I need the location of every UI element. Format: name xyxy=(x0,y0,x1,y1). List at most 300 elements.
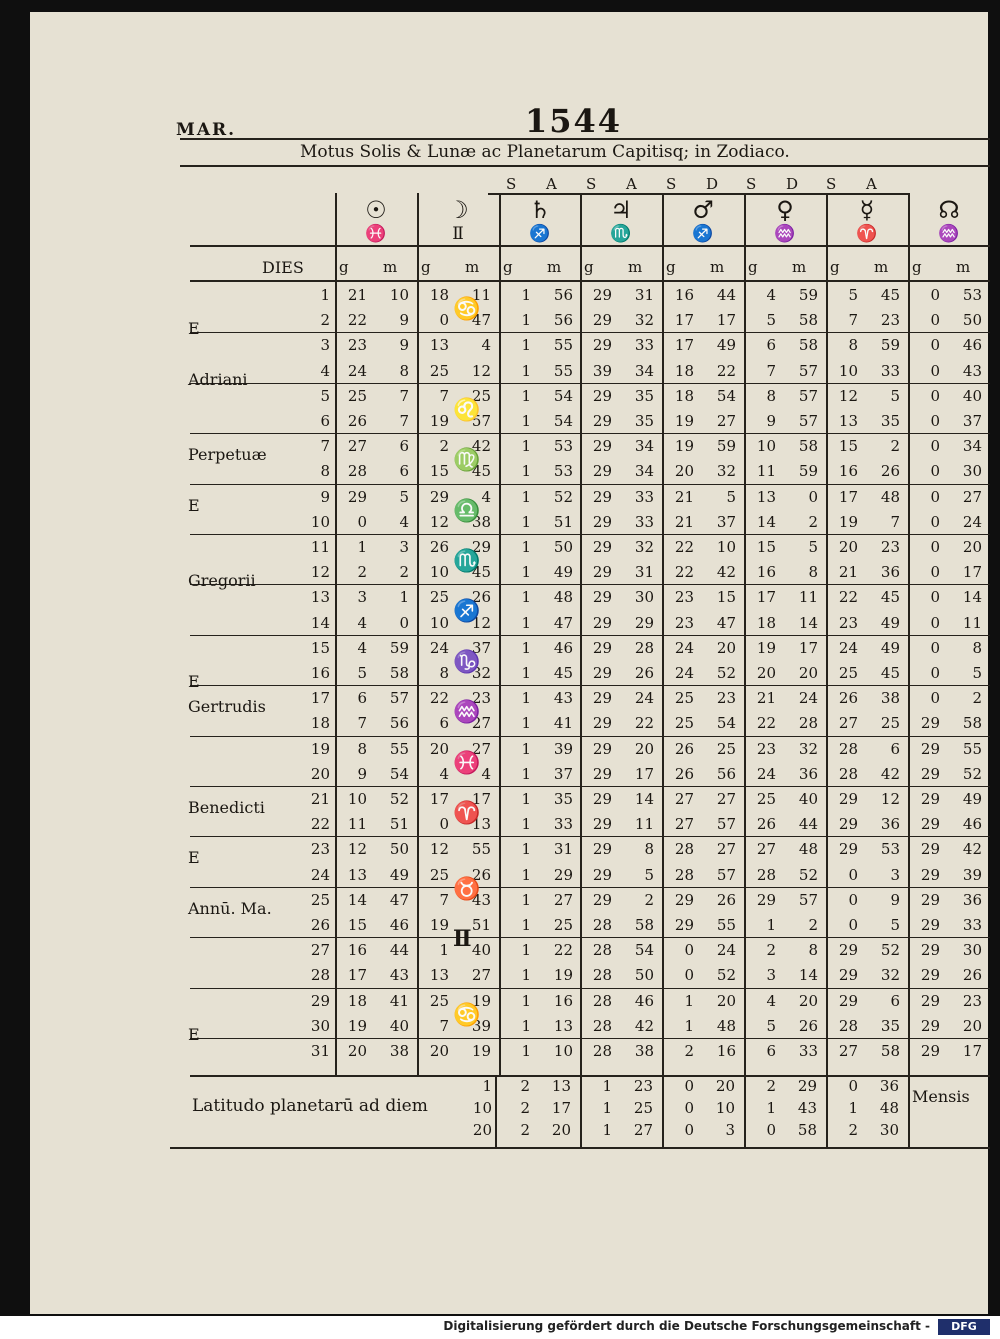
cell-value: 55 xyxy=(471,840,491,859)
latitude-day: 10 xyxy=(472,1099,492,1117)
latitude-value: 0 xyxy=(684,1099,694,1117)
cell-value: 11 xyxy=(347,815,367,834)
cell-value: 14 xyxy=(756,512,776,531)
cell-value: 42 xyxy=(471,437,491,456)
planet-sign: ♈ xyxy=(856,224,878,244)
row-divider xyxy=(190,836,990,837)
cell-value: 19 xyxy=(838,512,858,531)
row-divider xyxy=(190,332,990,333)
cell-value: 7 xyxy=(890,512,900,531)
cell-value: 2 xyxy=(399,563,409,582)
cell-value: 17 xyxy=(838,487,858,506)
cell-value: 43 xyxy=(389,966,409,985)
cell-value: 24 xyxy=(674,664,694,682)
cell-value: 29 xyxy=(592,538,612,556)
aspect-letter: S xyxy=(586,175,597,193)
cell-value: 29 xyxy=(920,941,940,960)
cell-value: 27 xyxy=(347,437,367,456)
day-number: 6 xyxy=(320,412,330,430)
cell-value: 32 xyxy=(634,538,654,556)
minute-unit: m xyxy=(792,258,807,276)
cell-value: 17 xyxy=(962,1042,982,1060)
cell-value: 5 xyxy=(399,487,409,506)
cell-value: 1 xyxy=(521,487,531,506)
cell-value: 34 xyxy=(634,462,654,481)
cell-value: 1 xyxy=(521,865,531,884)
cell-value: 22 xyxy=(838,588,858,607)
moon-sign-glyph: ♍ xyxy=(453,447,481,474)
cell-value: 6 xyxy=(766,1042,776,1060)
cell-value: 39 xyxy=(592,361,612,380)
cell-value: 7 xyxy=(399,412,409,430)
cell-value: 6 xyxy=(439,714,449,733)
cell-value: 56 xyxy=(553,311,573,330)
latitude-value: 1 xyxy=(602,1077,612,1095)
cell-value: 1 xyxy=(521,588,531,607)
cell-value: 29 xyxy=(920,966,940,985)
degree-unit: g xyxy=(830,258,840,276)
cell-value: 22 xyxy=(674,538,694,556)
cell-value: 12 xyxy=(838,386,858,405)
cell-value: 52 xyxy=(553,487,573,506)
cell-value: 45 xyxy=(880,664,900,682)
cell-value: 28 xyxy=(592,1016,612,1035)
cell-value: 18 xyxy=(756,613,776,632)
row-divider xyxy=(190,887,990,888)
cell-value: 14 xyxy=(798,966,818,985)
row-divider xyxy=(190,988,990,989)
day-number: 19 xyxy=(310,739,330,758)
planet-symbol: ☽ xyxy=(447,196,469,224)
cell-value: 24 xyxy=(429,638,449,657)
cell-value: 26 xyxy=(471,865,491,884)
cell-value: 44 xyxy=(389,941,409,960)
cell-value: 32 xyxy=(471,664,491,682)
cell-value: 10 xyxy=(429,613,449,632)
cell-value: 55 xyxy=(716,916,736,934)
cell-value: 36 xyxy=(798,764,818,783)
cell-value: 28 xyxy=(592,941,612,960)
latitude-bottom-rule xyxy=(170,1147,990,1149)
row-divider xyxy=(190,383,990,384)
cell-value: 27 xyxy=(716,840,736,859)
year-heading: 1544 xyxy=(525,102,623,140)
cell-value: 29 xyxy=(920,1042,940,1060)
latitude-value: 0 xyxy=(848,1077,858,1095)
planet-sign: ♒ xyxy=(938,224,960,244)
cell-value: 9 xyxy=(357,764,367,783)
cell-value: 48 xyxy=(716,1016,736,1035)
cell-value: 26 xyxy=(880,462,900,481)
cell-value: 22 xyxy=(429,689,449,708)
cell-value: 8 xyxy=(766,386,776,405)
cell-value: 27 xyxy=(471,714,491,733)
cell-value: 29 xyxy=(920,916,940,934)
cell-value: 13 xyxy=(471,815,491,834)
moon-sign-glyph: ♑ xyxy=(453,648,481,675)
cell-value: 1 xyxy=(521,512,531,531)
cell-value: 29 xyxy=(674,916,694,934)
cell-value: 11 xyxy=(798,588,818,607)
cell-value: 51 xyxy=(553,512,573,531)
cell-value: 0 xyxy=(684,941,694,960)
cell-value: 33 xyxy=(553,815,573,834)
cell-value: 10 xyxy=(429,563,449,582)
planet-symbol: ☿ xyxy=(859,196,875,224)
cell-value: 26 xyxy=(674,764,694,783)
latitude-value: 25 xyxy=(633,1099,653,1117)
cell-value: 27 xyxy=(471,739,491,758)
cell-value: 45 xyxy=(880,286,900,304)
cell-value: 23 xyxy=(674,613,694,632)
cell-value: 42 xyxy=(962,840,982,859)
cell-value: 40 xyxy=(962,386,982,405)
cell-value: 29 xyxy=(920,815,940,834)
latitude-label: Latitudo planetarū ad diem xyxy=(192,1096,428,1116)
cell-value: 1 xyxy=(521,437,531,456)
cell-value: 23 xyxy=(880,538,900,556)
cell-value: 20 xyxy=(634,739,654,758)
cell-value: 22 xyxy=(347,311,367,330)
cell-value: 0 xyxy=(848,916,858,934)
cell-value: 27 xyxy=(962,487,982,506)
cell-value: 40 xyxy=(798,790,818,808)
cell-value: 6 xyxy=(890,991,900,1010)
day-number: 7 xyxy=(320,437,330,456)
cell-value: 25 xyxy=(429,865,449,884)
cell-value: 1 xyxy=(439,941,449,960)
latitude-value: 20 xyxy=(715,1077,735,1095)
day-number: 31 xyxy=(310,1042,330,1060)
cell-value: 19 xyxy=(347,1016,367,1035)
cell-value: 23 xyxy=(347,336,367,355)
cell-value: 57 xyxy=(716,865,736,884)
cell-value: 24 xyxy=(962,512,982,531)
cell-value: 26 xyxy=(756,815,776,834)
cell-value: 41 xyxy=(553,714,573,733)
latitude-value: 58 xyxy=(797,1121,817,1139)
latitude-value: 2 xyxy=(520,1099,530,1117)
cell-value: 1 xyxy=(521,538,531,556)
cell-value: 0 xyxy=(930,386,940,405)
cell-value: 52 xyxy=(798,865,818,884)
cell-value: 28 xyxy=(838,739,858,758)
cell-value: 13 xyxy=(429,336,449,355)
planet-sign: ♓ xyxy=(365,224,387,244)
latitude-day: 20 xyxy=(472,1121,492,1139)
cell-value: 4 xyxy=(357,638,367,657)
cell-value: 13 xyxy=(429,966,449,985)
cell-value: 7 xyxy=(439,890,449,909)
cell-value: 4 xyxy=(357,613,367,632)
cell-value: 12 xyxy=(347,840,367,859)
rule-line xyxy=(180,165,990,167)
cell-value: 25 xyxy=(471,386,491,405)
cell-value: 55 xyxy=(962,739,982,758)
day-number: 30 xyxy=(310,1016,330,1035)
cell-value: 54 xyxy=(634,941,654,960)
cell-value: 2 xyxy=(644,890,654,909)
cell-value: 0 xyxy=(808,487,818,506)
cell-value: 1 xyxy=(521,638,531,657)
cell-value: 1 xyxy=(357,538,367,556)
cell-value: 2 xyxy=(684,1042,694,1060)
cell-value: 36 xyxy=(962,890,982,909)
cell-value: 15 xyxy=(429,462,449,481)
cell-value: 16 xyxy=(553,991,573,1010)
cell-value: 49 xyxy=(880,613,900,632)
cell-value: 6 xyxy=(890,739,900,758)
cell-value: 29 xyxy=(838,815,858,834)
cell-value: 29 xyxy=(592,840,612,859)
cell-value: 4 xyxy=(439,764,449,783)
cell-value: 35 xyxy=(880,1016,900,1035)
cell-value: 28 xyxy=(798,714,818,733)
latitude-value: 1 xyxy=(766,1099,776,1117)
cell-value: 18 xyxy=(674,386,694,405)
cell-value: 8 xyxy=(808,563,818,582)
cell-value: 1 xyxy=(521,1042,531,1060)
cell-value: 52 xyxy=(389,790,409,808)
cell-value: 27 xyxy=(716,412,736,430)
cell-value: 29 xyxy=(592,437,612,456)
cell-value: 2 xyxy=(890,437,900,456)
latitude-value: 0 xyxy=(684,1121,694,1139)
feast-label: E xyxy=(188,495,200,515)
cell-value: 38 xyxy=(389,1042,409,1060)
cell-value: 43 xyxy=(471,890,491,909)
minute-unit: m xyxy=(465,258,480,276)
cell-value: 14 xyxy=(634,790,654,808)
degree-unit: g xyxy=(912,258,922,276)
cell-value: 16 xyxy=(716,1042,736,1060)
cell-value: 40 xyxy=(471,941,491,960)
minute-unit: m xyxy=(956,258,971,276)
day-number: 26 xyxy=(310,916,330,934)
feast-label: Adriani xyxy=(188,369,248,389)
cell-value: 6 xyxy=(399,437,409,456)
cell-value: 39 xyxy=(962,865,982,884)
cell-value: 26 xyxy=(962,966,982,985)
degree-unit: g xyxy=(421,258,431,276)
cell-value: 58 xyxy=(798,311,818,330)
cell-value: 58 xyxy=(389,664,409,682)
cell-value: 46 xyxy=(634,991,654,1010)
cell-value: 29 xyxy=(592,386,612,405)
cell-value: 58 xyxy=(962,714,982,733)
cell-value: 29 xyxy=(592,664,612,682)
minute-unit: m xyxy=(383,258,398,276)
cell-value: 28 xyxy=(674,865,694,884)
cell-value: 24 xyxy=(674,638,694,657)
cell-value: 1 xyxy=(521,1016,531,1035)
cell-value: 29 xyxy=(553,865,573,884)
moon-sign-glyph: ♌ xyxy=(453,396,481,423)
cell-value: 7 xyxy=(439,386,449,405)
row-divider xyxy=(190,685,990,686)
day-number: 8 xyxy=(320,462,330,481)
minute-unit: m xyxy=(710,258,725,276)
moon-sign-glyph: ♋ xyxy=(453,296,481,322)
degree-unit: g xyxy=(503,258,513,276)
cell-value: 0 xyxy=(930,412,940,430)
cell-value: 32 xyxy=(634,311,654,330)
cell-value: 50 xyxy=(389,840,409,859)
cell-value: 1 xyxy=(521,840,531,859)
cell-value: 12 xyxy=(429,840,449,859)
feast-label: E xyxy=(188,319,200,339)
cell-value: 48 xyxy=(798,840,818,859)
feast-label: Benedicti xyxy=(188,798,265,817)
cell-value: 19 xyxy=(674,412,694,430)
cell-value: 29 xyxy=(592,412,612,430)
cell-value: 11 xyxy=(471,286,491,304)
cell-value: 28 xyxy=(674,840,694,859)
day-number: 28 xyxy=(310,966,330,985)
feast-label: Annū. Ma. xyxy=(188,898,272,918)
row-divider xyxy=(190,484,990,485)
cell-value: 10 xyxy=(347,790,367,808)
cell-value: 1 xyxy=(521,739,531,758)
latitude-value: 13 xyxy=(551,1077,571,1095)
cell-value: 29 xyxy=(920,865,940,884)
cell-value: 21 xyxy=(674,487,694,506)
moon-sign-glyph: ♒ xyxy=(453,699,481,726)
cell-value: 18 xyxy=(347,991,367,1010)
latitude-value: 1 xyxy=(602,1099,612,1117)
cell-value: 55 xyxy=(553,361,573,380)
cell-value: 0 xyxy=(930,361,940,380)
latitude-value: 1 xyxy=(602,1121,612,1139)
cell-value: 20 xyxy=(716,638,736,657)
day-number: 2 xyxy=(320,311,330,330)
cell-value: 0 xyxy=(930,437,940,456)
cell-value: 29 xyxy=(592,890,612,909)
cell-value: 19 xyxy=(429,412,449,430)
day-number: 10 xyxy=(310,512,330,531)
aspect-letter: D xyxy=(786,175,799,193)
cell-value: 58 xyxy=(798,336,818,355)
cell-value: 30 xyxy=(962,462,982,481)
cell-value: 0 xyxy=(930,689,940,708)
cell-value: 30 xyxy=(634,588,654,607)
moon-sign-glyph: ♈ xyxy=(453,800,481,826)
cell-value: 1 xyxy=(521,311,531,330)
cell-value: 0 xyxy=(357,512,367,531)
planet-symbol: ♂ xyxy=(692,196,714,224)
cell-value: 0 xyxy=(930,311,940,330)
day-number: 9 xyxy=(320,487,330,506)
cell-value: 5 xyxy=(808,538,818,556)
cell-value: 5 xyxy=(890,916,900,934)
day-number: 1 xyxy=(320,286,330,304)
cell-value: 20 xyxy=(429,739,449,758)
row-divider xyxy=(190,584,990,585)
cell-value: 46 xyxy=(553,638,573,657)
cell-value: 57 xyxy=(389,689,409,708)
cell-value: 5 xyxy=(644,865,654,884)
cell-value: 24 xyxy=(634,689,654,708)
cell-value: 33 xyxy=(962,916,982,934)
cell-value: 17 xyxy=(674,336,694,355)
aspect-letter: A xyxy=(626,175,637,193)
cell-value: 17 xyxy=(756,588,776,607)
cell-value: 17 xyxy=(798,638,818,657)
cell-value: 58 xyxy=(634,916,654,934)
cell-value: 28 xyxy=(838,1016,858,1035)
cell-value: 23 xyxy=(471,689,491,708)
cell-value: 1 xyxy=(521,361,531,380)
cell-value: 57 xyxy=(716,815,736,834)
cell-value: 39 xyxy=(553,739,573,758)
cell-value: 20 xyxy=(798,664,818,682)
cell-value: 44 xyxy=(716,286,736,304)
cell-value: 54 xyxy=(553,386,573,405)
cell-value: 57 xyxy=(798,412,818,430)
cell-value: 53 xyxy=(880,840,900,859)
cell-value: 56 xyxy=(716,764,736,783)
cell-value: 2 xyxy=(357,563,367,582)
cell-value: 32 xyxy=(798,739,818,758)
cell-value: 15 xyxy=(716,588,736,607)
cell-value: 29 xyxy=(429,487,449,506)
cell-value: 28 xyxy=(592,916,612,934)
cell-value: 54 xyxy=(389,764,409,783)
planet-sign: ♏ xyxy=(610,224,632,244)
cell-value: 22 xyxy=(674,563,694,582)
cell-value: 29 xyxy=(592,613,612,632)
cell-value: 48 xyxy=(553,588,573,607)
cell-value: 15 xyxy=(838,437,858,456)
cell-value: 3 xyxy=(357,588,367,607)
cell-value: 58 xyxy=(798,437,818,456)
cell-value: 2 xyxy=(808,512,818,531)
cell-value: 25 xyxy=(674,689,694,708)
cell-value: 19 xyxy=(471,1042,491,1060)
day-number: 25 xyxy=(310,890,330,909)
rule-line xyxy=(180,138,990,140)
day-number: 24 xyxy=(310,865,330,884)
cell-value: 29 xyxy=(592,512,612,531)
cell-value: 28 xyxy=(838,764,858,783)
feast-label: Perpetuæ xyxy=(188,445,267,465)
moon-sign-glyph: ♋ xyxy=(453,1001,481,1028)
cell-value: 19 xyxy=(471,991,491,1010)
row-divider xyxy=(190,433,990,434)
cell-value: 29 xyxy=(838,941,858,960)
cell-value: 59 xyxy=(798,286,818,304)
cell-value: 31 xyxy=(634,563,654,582)
cell-value: 1 xyxy=(521,815,531,834)
cell-value: 32 xyxy=(716,462,736,481)
cell-value: 27 xyxy=(471,966,491,985)
cell-value: 13 xyxy=(838,412,858,430)
cell-value: 42 xyxy=(716,563,736,582)
cell-value: 47 xyxy=(553,613,573,632)
cell-value: 1 xyxy=(521,991,531,1010)
cell-value: 29 xyxy=(920,1016,940,1035)
cell-value: 31 xyxy=(553,840,573,859)
cell-value: 50 xyxy=(962,311,982,330)
cell-value: 28 xyxy=(592,966,612,985)
cell-value: 25 xyxy=(429,991,449,1010)
cell-value: 21 xyxy=(838,563,858,582)
cell-value: 8 xyxy=(439,664,449,682)
cell-value: 29 xyxy=(920,840,940,859)
planet-symbol: ☊ xyxy=(938,196,960,224)
cell-value: 5 xyxy=(357,664,367,682)
cell-value: 8 xyxy=(808,941,818,960)
